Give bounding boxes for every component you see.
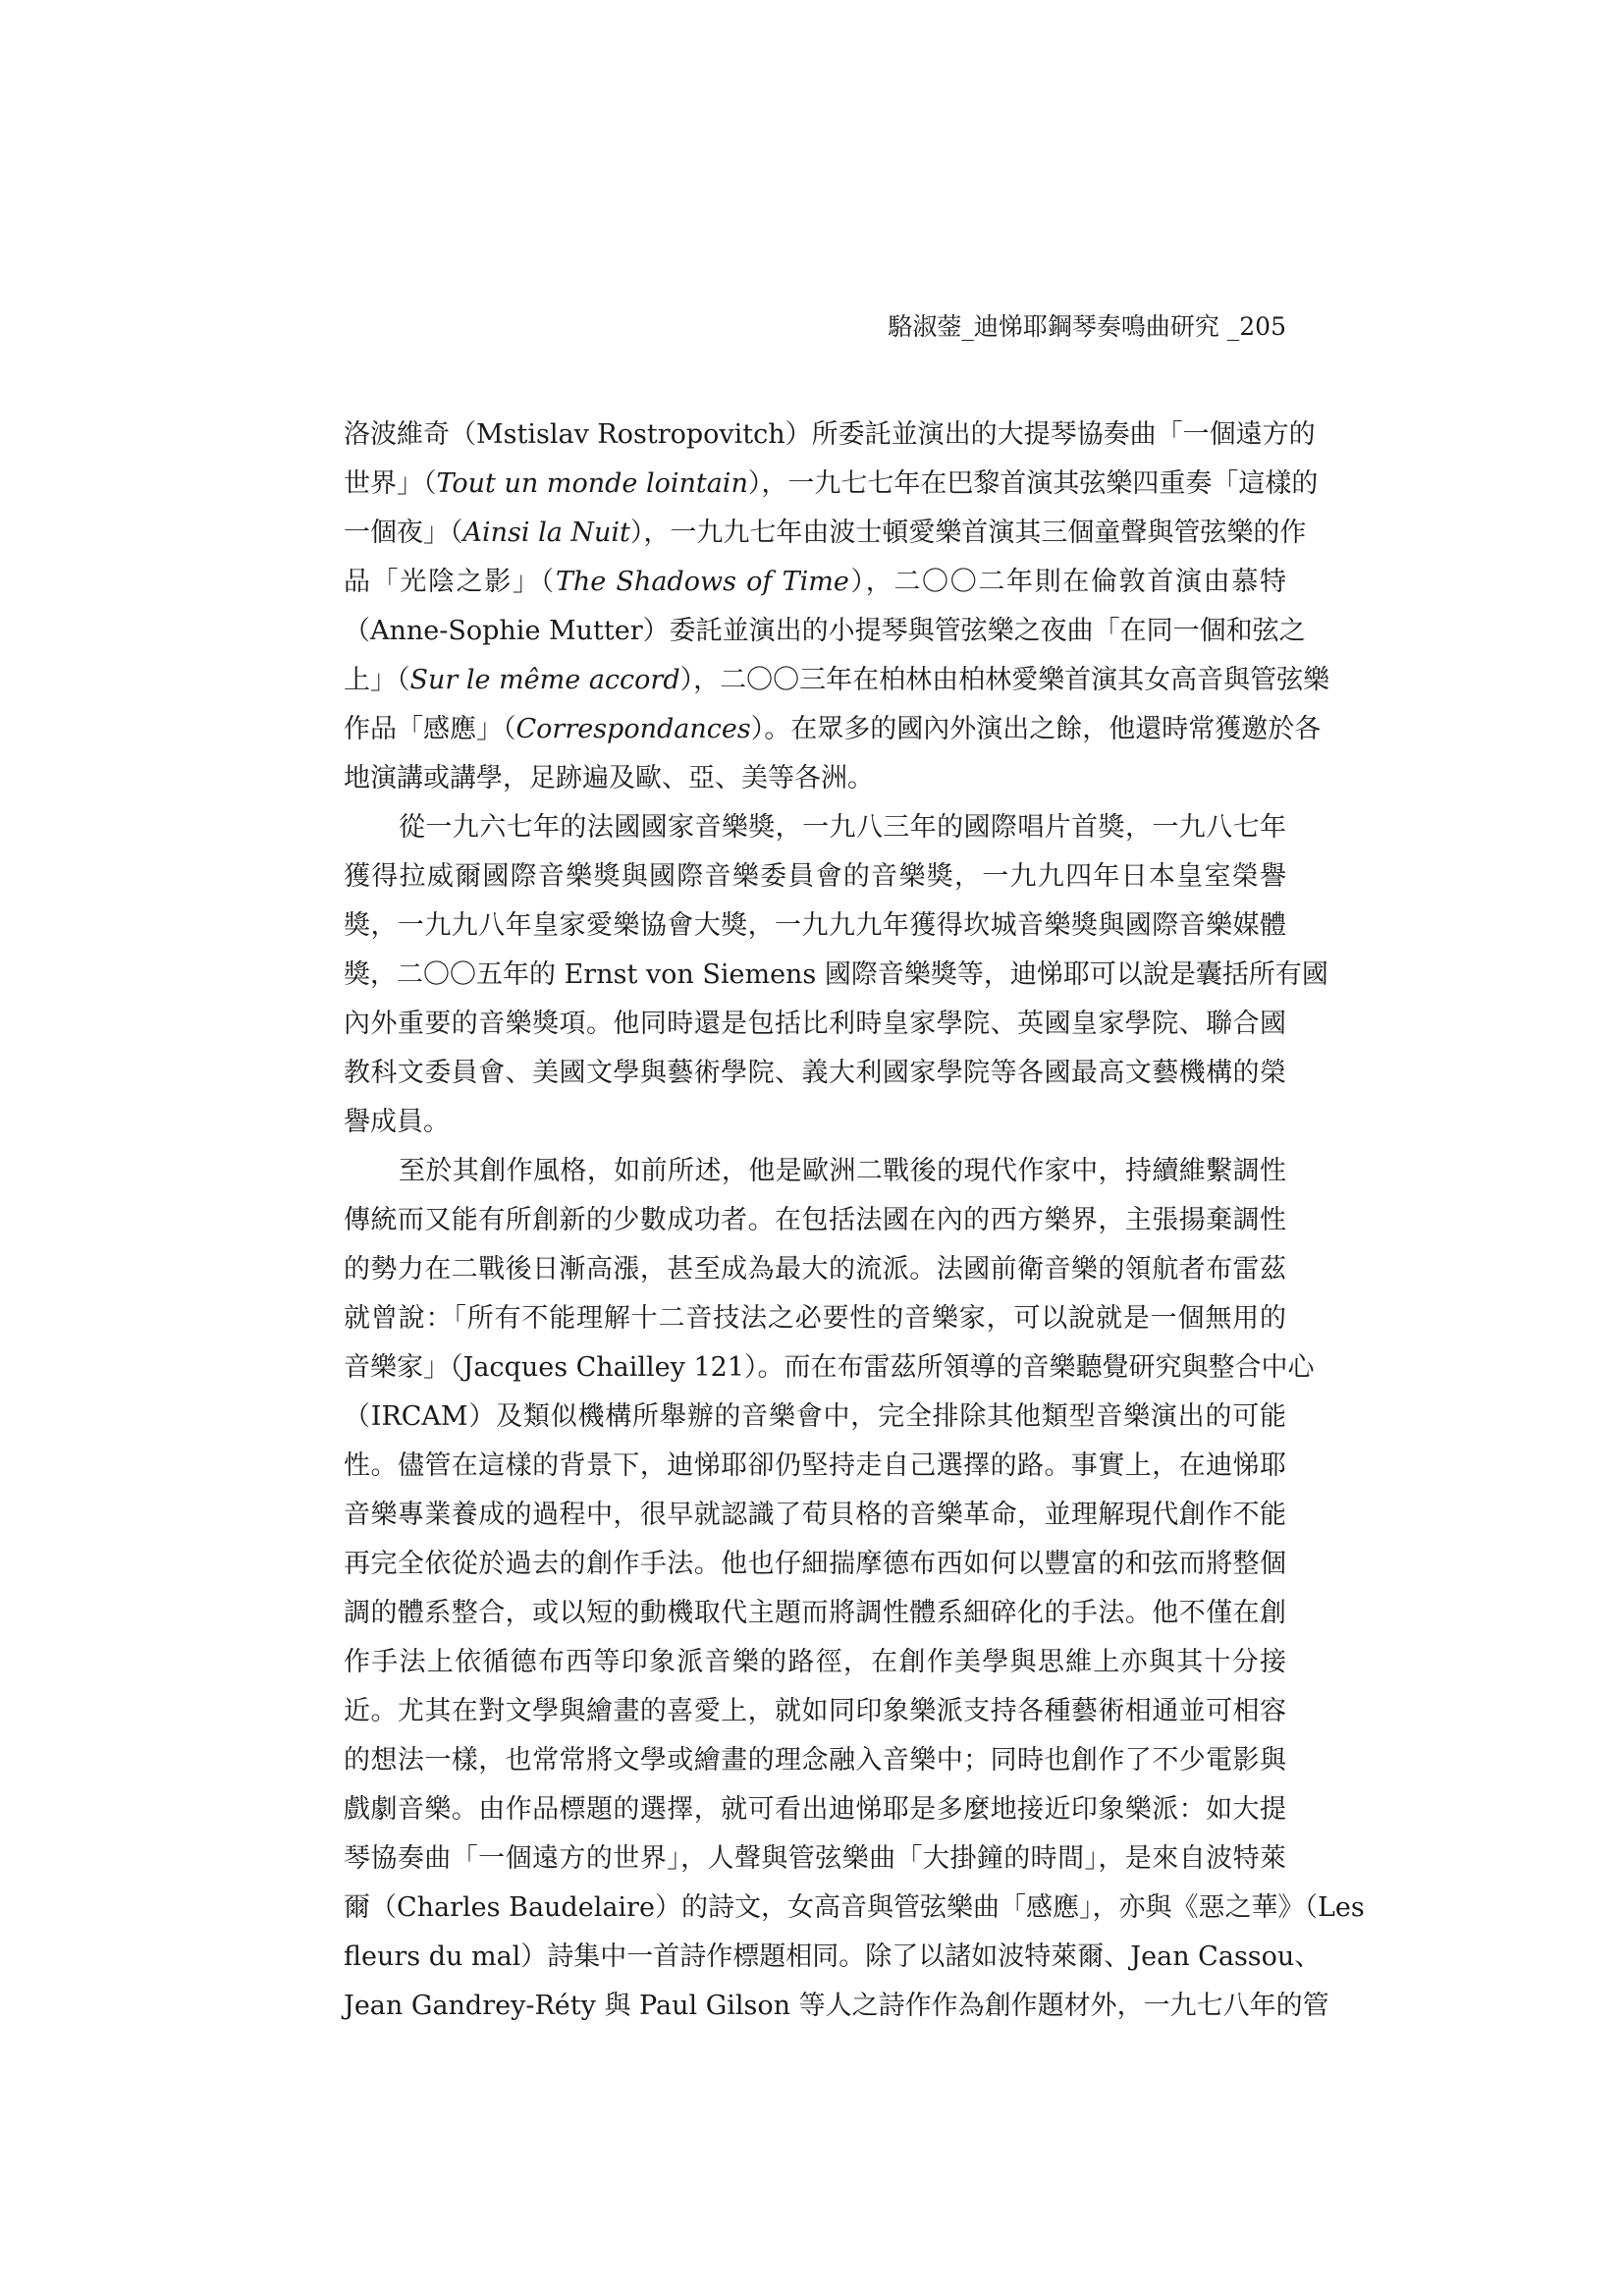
text-line: 作品「感應」（Correspondances）。在眾多的國內外演出之餘，他還時常獲邀於各	[344, 714, 1322, 744]
text-line: 一個夜」（Ainsi la Nuit），一九九七年由波士頓愛樂首演其三個童聲與管弦樂的作	[344, 518, 1307, 548]
text-line: 譽成員。	[344, 1107, 450, 1137]
text-line: 獎，一九九八年皇家愛樂協會大獎，一九九九年獲得坎城音樂獎與國際音樂媒體	[344, 910, 1286, 941]
italic-title: Tout un monde lointain	[436, 468, 748, 499]
text-line: 獎，二〇〇五年的 Ernst von Siemens 國際音樂獎等，迪悌耶可以說是囊括所有國	[344, 959, 1328, 990]
italic-title: Sur le même accord	[409, 665, 680, 695]
text-line: 再完全依從於過去的創作手法。他也仔細揣摩德布西如何以豐富的和弦而將整個	[344, 1549, 1286, 1579]
text-line: 的想法一樣，也常常將文學或繪畫的理念融入音樂中；同時也創作了不少電影與	[344, 1745, 1286, 1776]
text-line: 近。尤其在對文學與繪畫的喜愛上，就如同印象樂派支持各種藝術相通並可相容	[344, 1696, 1286, 1726]
text-line: 音樂專業養成的過程中，很早就認識了荀貝格的音樂革命，並理解現代創作不能	[344, 1500, 1286, 1530]
text-line: 就曾說：「所有不能理解十二音技法之必要性的音樂家，可以說就是一個無用的	[344, 1303, 1286, 1334]
text-line: 調的體系整合，或以短的動機取代主題而將調性體系細碎化的手法。他不僅在創	[344, 1598, 1286, 1628]
text-line: 作手法上依循德布西等印象派音樂的路徑，在創作美學與思維上亦與其十分接	[344, 1647, 1286, 1677]
text-line: （Anne-Sophie Mutter）委託並演出的小提琴與管弦樂之夜曲「在同一個和弦之	[344, 616, 1306, 646]
paragraph	[344, 803, 1328, 1147]
text-line: 世界」（Tout un monde lointain），一九七七年在巴黎首演其弦樂四重奏「這樣的	[344, 468, 1319, 499]
text-line: 傳統而又能有所創新的少數成功者。在包括法國在內的西方樂界，主張揚棄調性	[344, 1205, 1286, 1235]
text-line: 音樂家」（Jacques Chailley 121）。而在布雷茲所領導的音樂聽覺研究與整合中心	[344, 1352, 1315, 1383]
text-line: Jean Gandrey-Réty 與 Paul Gilson 等人之詩作作為創作題材外，一九七八年的管	[344, 1991, 1329, 2021]
text-line: 洛波維奇（Mstislav Rostropovitch）所委託並演出的大提琴協奏曲「一個遠方的	[344, 419, 1316, 450]
italic-title: Ainsi la Nuit	[462, 518, 630, 548]
page-number: _205	[1226, 312, 1286, 341]
text-line: 戲劇音樂。由作品標題的選擇，就可看出迪悌耶是多麼地接近印象樂派：如大提	[344, 1794, 1286, 1825]
paragraph	[344, 1147, 1365, 2031]
text-line: 從一九六七年的法國國家音樂獎，一九八三年的國際唱片首獎，一九八七年	[399, 812, 1286, 843]
text-line: 內外重要的音樂獎項。他同時還是包括比利時皇家學院、英國皇家學院、聯合國	[344, 1009, 1286, 1039]
text-line: 琴協奏曲「一個遠方的世界」，人聲與管弦樂曲「大掛鐘的時間」，是來自波特萊	[344, 1843, 1286, 1874]
text-line: 上」（Sur le même accord），二〇〇三年在柏林由柏林愛樂首演其女高音與管弦樂	[344, 665, 1330, 695]
text-line: 地演講或講學，足跡遍及歐、亞、美等各洲。	[344, 763, 874, 793]
body-text	[344, 410, 1365, 2031]
running-header-title: 駱淑蓥_迪悌耶鋼琴奏鳴曲研究	[888, 312, 1219, 341]
running-header	[344, 309, 1286, 345]
italic-title: Correspondances	[515, 714, 751, 744]
text-line: fleurs du mal）詩集中一首詩作標題相同。除了以諸如波特萊爾、Jean Cassou、	[344, 1941, 1322, 1972]
text-line: 的勢力在二戰後日漸高漲，甚至成為最大的流派。法國前衛音樂的領航者布雷茲	[344, 1254, 1286, 1285]
text-line: 性。儘管在這樣的背景下，迪悌耶卻仍堅持走自己選擇的路。事實上，在迪悌耶	[344, 1450, 1286, 1481]
text-line: 爾（Charles Baudelaire）的詩文，女高音與管弦樂曲「感應」，亦與《惡之華》（Les	[344, 1892, 1365, 1923]
text-line: （IRCAM）及類似機構所舉辦的音樂會中，完全排除其他類型音樂演出的可能	[344, 1401, 1286, 1432]
text-line: 教科文委員會、美國文學與藝術學院、義大利國家學院等各國最高文藝機構的榮	[344, 1058, 1286, 1088]
text-line: 品「光陰之影」（The Shadows of Time），二〇〇二年則在倫敦首演由慕特	[344, 567, 1287, 597]
text-line: 至於其創作風格，如前所述，他是歐洲二戰後的現代作家中，持續維繫調性	[399, 1156, 1286, 1186]
paragraph	[344, 410, 1330, 803]
italic-title: The Shadows of Time	[555, 567, 849, 597]
text-line: 獲得拉威爾國際音樂獎與國際音樂委員會的音樂獎，一九九四年日本皇室榮譽	[344, 861, 1286, 892]
